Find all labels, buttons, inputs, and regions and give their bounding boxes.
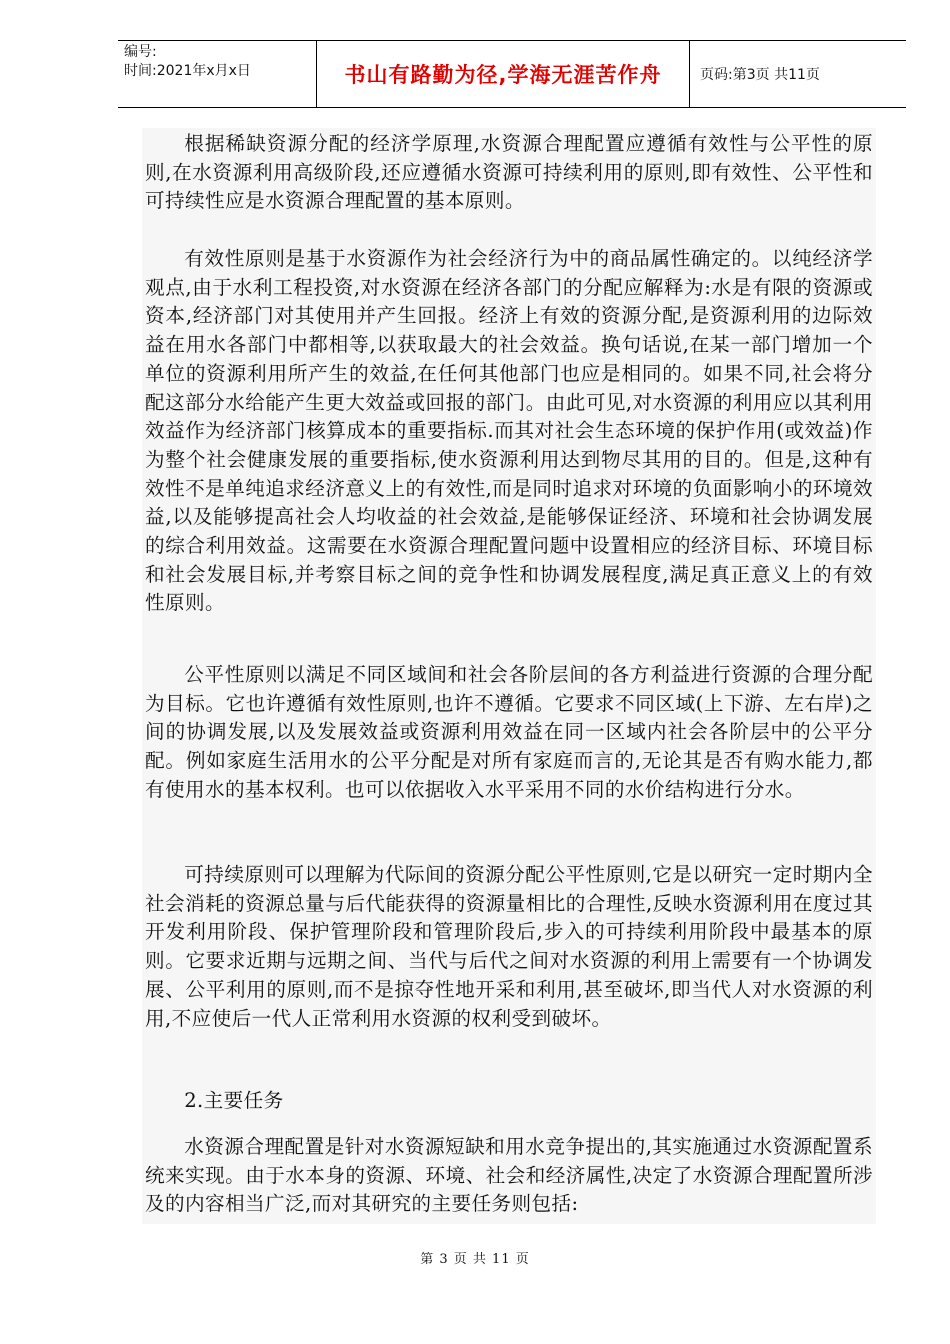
paragraph-fairness: 公平性原则以满足不同区域间和社会各阶层间的各方利益进行资源的合理分配为目标。它也许遵循有效性原则,也许不遵循。它要求不同区域(上下游、左右岸)之间的协调发展,以及发展效益或资源利用效益在同一区域内社会各阶层中的公平分配。例如家庭生活用水的公平分配是对所有家庭而言的,无论其是否有购水能力,都有使用水的基本权利。也可以依据收入水平采用不同的水价结构进行分水。	[145, 663, 873, 801]
page-footer-number: 第 3 页 共 11 页	[420, 1252, 530, 1267]
section-heading-main-tasks: 2.主要任务	[184, 1089, 284, 1112]
document-body	[142, 128, 876, 1224]
header-page-label: 页码:第3页 共11页	[700, 67, 820, 83]
page-header	[118, 40, 906, 108]
paragraph-sustainability: 可持续原则可以理解为代际间的资源分配公平性原则,它是以研究一定时期内全社会消耗的资源总量与后代能获得的资源量相比的合理性,反映水资源利用在度过其开发利用阶段、保护管理阶段和管理阶段后,步入的可持续利用阶段中最基本的原则。它要求近期与远期之间、当代与后代之间对水资源的利用上需要有一个协调发展、公平利用的原则,而不是掠夺性地开采和利用,甚至破坏,即当代人对水资源的利用,不应使后一代人正常利用水资源的权利受到破坏。	[145, 863, 873, 1030]
document-number-label: 编号:	[124, 44, 157, 60]
document-time-label: 时间:2021年x月x日	[124, 63, 251, 79]
paragraph-main-tasks: 水资源合理配置是针对水资源短缺和用水竞争提出的,其实施通过水资源配置系统来实现。由于水本身的资源、环境、社会和经济属性,决定了水资源合理配置所涉及的内容相当广泛,而对其研究的主要任务则包括:	[145, 1135, 873, 1216]
header-meta	[118, 41, 317, 107]
paragraph-principles: 根据稀缺资源分配的经济学原理,水资源合理配置应遵循有效性与公平性的原则,在水资源利用高级阶段,还应遵循水资源可持续利用的原则,即有效性、公平性和可持续性应是水资源合理配置的基本原则。	[145, 132, 873, 213]
paragraph-effectiveness: 有效性原则是基于水资源作为社会经济行为中的商品属性确定的。以纯经济学观点,由于水利工程投资,对水资源在经济各部门的分配应解释为:水是有限的资源或资本,经济部门对其使用并产生回报。经济上有效的资源分配,是资源利用的边际效益在用水各部门中都相等,以获取最大的社会效益。换句话说,在某一部门增加一个单位的资源利用所产生的效益,在任何其他部门也应是相同的。如果不同,社会将分配这部分水给能产生更大效益或回报的部门。由此可见,对水资源的利用应以其利用效益作为经济部门核算成本的重要指标.而其对社会生态环境的保护作用(或效益)作为整个社会健康发展的重要指标,使水资源利用达到物尽其用的目的。但是,这种有效性不是单纯追求经济意义上的有效性,而是同时追求对环境的负面影响小的环境效益,以及能够提高社会人均收益的社会效益,是能够保证经济、环境和社会协调发展的综合利用效益。这需要在水资源合理配置问题中设置相应的经济目标、环境目标和社会发展目标,并考察目标之间的竞争性和协调发展程度,满足真正意义上的有效性原则。	[145, 247, 873, 615]
header-motto: 书山有路勤为径,学海无涯苦作舟	[317, 41, 690, 107]
